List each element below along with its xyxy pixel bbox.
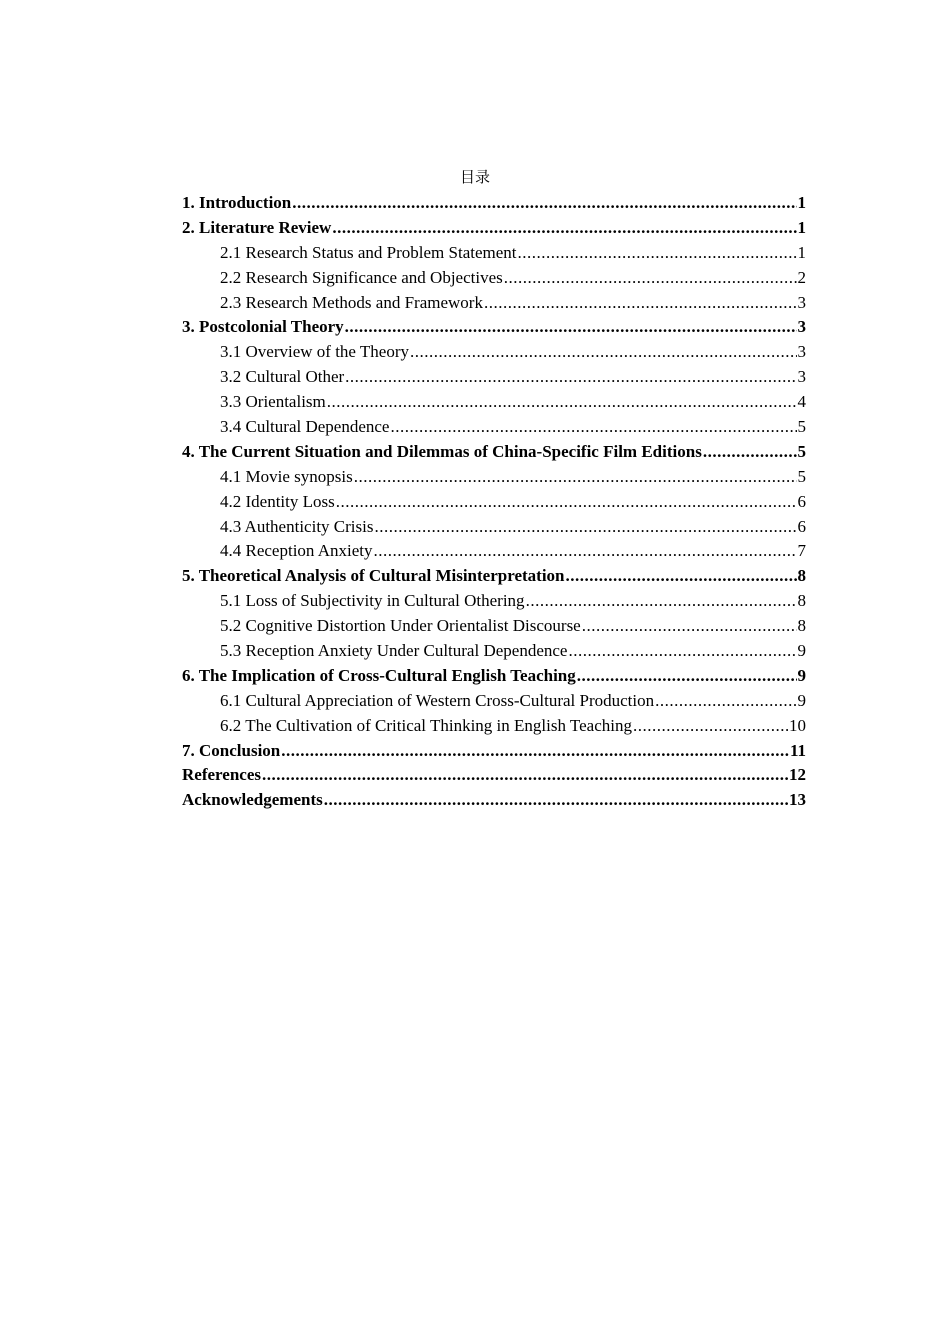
toc-subsection-entry[interactable] — [182, 589, 806, 614]
toc-entry-title: 4.2 Identity Loss — [220, 491, 335, 511]
toc-entry-title: 2.2 Research Significance and Objectives — [220, 267, 503, 287]
toc-entry-title: 5. Theoretical Analysis of Cultural Misinterpretation — [182, 566, 565, 586]
toc-subsection-entry[interactable] — [182, 515, 806, 540]
toc-section-entry[interactable] — [182, 315, 806, 340]
toc-subsection-entry[interactable] — [182, 266, 806, 291]
toc-entry-page-number: 5 — [797, 417, 806, 437]
toc-dot-leader — [262, 763, 788, 788]
toc-subsection-entry[interactable] — [182, 539, 806, 564]
toc-entry-page-number: 11 — [789, 740, 806, 760]
toc-subsection-entry[interactable] — [182, 340, 806, 365]
toc-entry-page-number: 3 — [797, 292, 806, 312]
toc-dot-leader — [526, 589, 797, 614]
toc-subsection-entry[interactable] — [182, 465, 806, 490]
toc-entry-page-number: 1 — [797, 242, 806, 262]
toc-subsection-entry[interactable] — [182, 689, 806, 714]
toc-dot-leader — [703, 440, 797, 465]
toc-section-entry[interactable] — [182, 216, 806, 241]
toc-section-entry[interactable] — [182, 788, 806, 813]
toc-entry-title: 2.3 Research Methods and Framework — [220, 292, 483, 312]
toc-entry-title: 4.3 Authenticity Crisis — [220, 516, 374, 536]
toc-section-entry[interactable] — [182, 191, 806, 216]
toc-subsection-entry[interactable] — [182, 365, 806, 390]
toc-section-entry[interactable] — [182, 739, 806, 764]
toc-entry-page-number: 6 — [797, 516, 806, 536]
toc-entry-title: 3. Postcolonial Theory — [182, 317, 344, 337]
toc-entry-title: 5.1 Loss of Subjectivity in Cultural Othering — [220, 591, 525, 611]
toc-entry-title: Acknowledgements — [182, 790, 323, 810]
toc-dot-leader — [568, 639, 796, 664]
toc-entry-page-number: 7 — [797, 541, 806, 561]
toc-entry-page-number: 13 — [789, 790, 806, 810]
toc-entry-title: 5.3 Reception Anxiety Under Cultural Dependence — [220, 641, 568, 661]
toc-entry-page-number: 1 — [797, 193, 806, 212]
toc-entry-title: 3.2 Cultural Other — [220, 367, 345, 387]
toc-entry-page-number: 1 — [797, 217, 806, 237]
toc-entry-title: 4. The Current Situation and Dilemmas of China-Specific Film Editions — [182, 441, 702, 461]
toc-dot-leader — [484, 291, 797, 316]
toc-section-entry[interactable] — [182, 763, 806, 788]
toc-dot-leader — [582, 614, 797, 639]
toc-subsection-entry[interactable] — [182, 639, 806, 664]
toc-dot-leader — [374, 539, 797, 564]
toc-title: 目录 — [459, 168, 490, 186]
toc-subsection-entry[interactable] — [182, 614, 806, 639]
toc-dot-leader — [577, 664, 797, 689]
toc-entry-page-number: 3 — [797, 317, 806, 337]
toc-dot-leader — [655, 689, 796, 714]
toc-dot-leader — [324, 788, 788, 813]
toc-dot-leader — [633, 714, 788, 739]
toc-entry-title: 6. The Implication of Cross-Cultural English Teaching — [182, 665, 576, 685]
toc-entry-page-number: 5 — [797, 466, 806, 486]
toc-subsection-entry[interactable] — [182, 415, 806, 440]
toc-entry-title: 2.1 Research Status and Problem Statement — [220, 242, 517, 262]
toc-entry-page-number: 9 — [797, 641, 806, 661]
toc-dot-leader — [281, 739, 789, 764]
toc-entry-title: References — [182, 765, 261, 785]
toc-entry-title: 1. Introduction — [182, 193, 292, 212]
toc-entry-title: 3.3 Orientalism — [220, 392, 326, 412]
toc-section-entry[interactable] — [182, 664, 806, 689]
toc-section-entry[interactable] — [182, 440, 806, 465]
toc-entry-page-number: 8 — [797, 616, 806, 636]
toc-entry-page-number: 8 — [797, 591, 806, 611]
toc-dot-leader — [504, 266, 797, 291]
toc-entry-page-number: 9 — [797, 690, 806, 710]
toc-subsection-entry[interactable] — [182, 390, 806, 415]
table-of-contents — [182, 191, 806, 813]
toc-entry-title: 6.2 The Cultivation of Critical Thinking in English Teaching — [220, 715, 632, 735]
toc-dot-leader — [390, 415, 796, 440]
toc-section-entry[interactable] — [182, 564, 806, 589]
toc-entry-page-number: 3 — [797, 342, 806, 362]
toc-dot-leader — [410, 340, 797, 365]
toc-dot-leader — [345, 315, 797, 340]
toc-entry-title: 6.1 Cultural Appreciation of Western Cross-Cultural Production — [220, 690, 655, 710]
toc-dot-leader — [354, 465, 797, 490]
toc-entry-page-number: 10 — [789, 715, 806, 735]
toc-entry-title: 3.4 Cultural Dependence — [220, 417, 390, 437]
toc-subsection-entry[interactable] — [182, 291, 806, 316]
toc-dot-leader — [345, 365, 796, 390]
toc-dot-leader — [518, 241, 797, 266]
toc-entry-title: 4.4 Reception Anxiety — [220, 541, 373, 561]
toc-dot-leader — [292, 191, 796, 216]
toc-entry-title: 5.2 Cognitive Distortion Under Orientalist Discourse — [220, 616, 581, 636]
toc-dot-leader — [327, 390, 797, 415]
toc-entry-page-number: 4 — [797, 392, 806, 412]
toc-entry-page-number: 9 — [797, 665, 806, 685]
toc-entry-page-number: 2 — [797, 267, 806, 287]
toc-entry-page-number: 6 — [797, 491, 806, 511]
toc-dot-leader — [332, 216, 796, 241]
toc-entry-title: 7. Conclusion — [182, 740, 281, 760]
toc-entry-page-number: 12 — [789, 765, 806, 785]
toc-entry-title: 3.1 Overview of the Theory — [220, 342, 409, 362]
toc-entry-page-number: 8 — [797, 566, 806, 586]
toc-subsection-entry[interactable] — [182, 490, 806, 515]
toc-entry-page-number: 3 — [797, 367, 806, 387]
toc-dot-leader — [566, 564, 797, 589]
toc-entry-title: 2. Literature Review — [182, 217, 332, 237]
toc-subsection-entry[interactable] — [182, 714, 806, 739]
toc-entry-title: 4.1 Movie synopsis — [220, 466, 353, 486]
toc-subsection-entry[interactable] — [182, 241, 806, 266]
toc-dot-leader — [336, 490, 797, 515]
toc-entry-page-number: 5 — [797, 441, 806, 461]
toc-dot-leader — [374, 515, 796, 540]
